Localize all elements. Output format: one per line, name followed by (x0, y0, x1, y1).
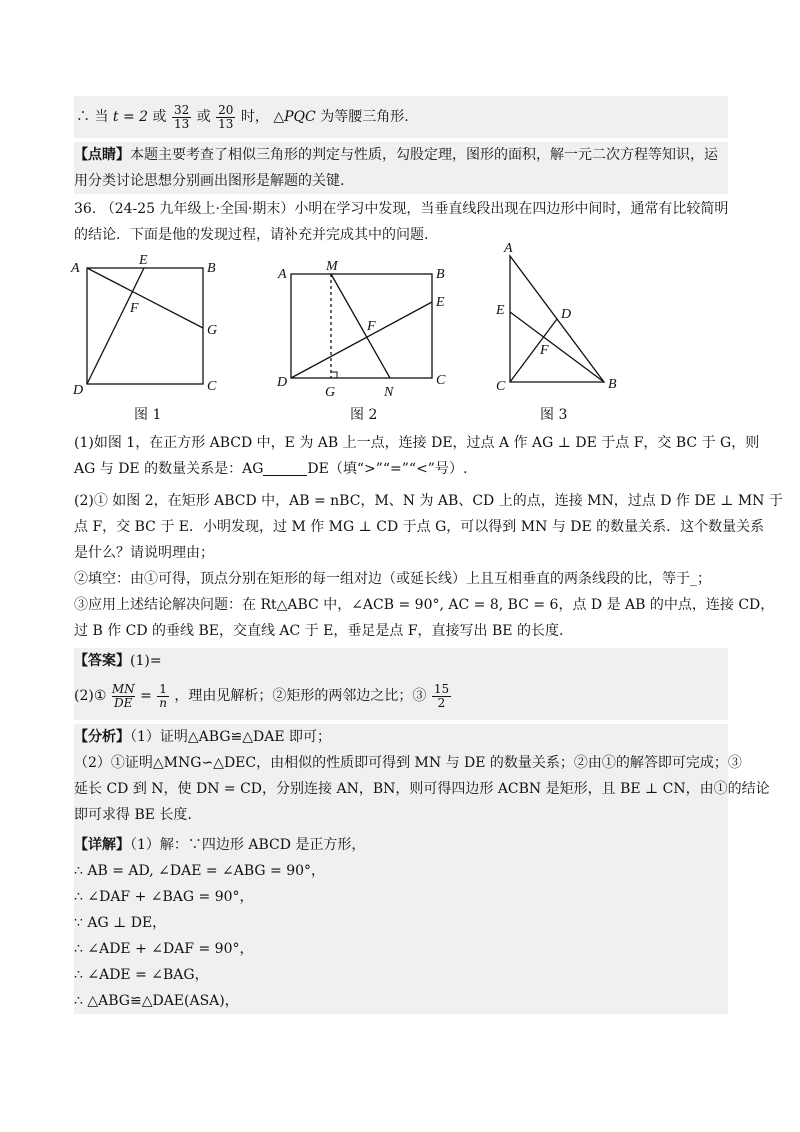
detail-block (74, 832, 728, 1014)
fraction-20-13 (216, 104, 235, 131)
equals-sign: = (140, 688, 152, 704)
conclusion-line (74, 96, 728, 138)
conclusion-text: 为等腰三角形. (320, 109, 409, 125)
answer-block (74, 648, 728, 720)
fraction-numerator: 32 (173, 102, 190, 117)
fig3-label-f: F (540, 343, 549, 358)
therefore-text: ∴ 当 (76, 109, 109, 125)
fig2-label-b: B (436, 267, 445, 282)
part-2-line-6: 过 B 作 CD 的垂线 BE，交直线 AC 于 E，垂足是点 F，直接写出 BE 的长度. (74, 623, 564, 639)
fig3-label-a: A (504, 242, 513, 256)
answer-line-1 (74, 648, 728, 674)
segment-ag (87, 268, 203, 328)
detail-text-4: ∵ AG ⊥ DE， (74, 915, 167, 931)
fraction-numerator: 20 (218, 102, 234, 117)
fig1-label-a: A (71, 261, 80, 276)
detail-text-6: ∴ ∠ADE = ∠BAG， (74, 967, 209, 983)
t-value: t = 2 (112, 109, 149, 125)
part-2-line-3: 是什么？请说明理由； (74, 545, 214, 561)
analysis-label: 【分析】 (74, 729, 130, 745)
segment-de (291, 302, 432, 378)
part-1-line-1: (1)如图 1，在正方形 ABCD 中，E 为 AB 上一点，连接 DE，过点 A 作 AG ⊥ DE 于点 F，交 BC 于 G，则 (74, 435, 760, 451)
part-2 (74, 488, 783, 644)
analysis-text-3: 延长 CD 到 N，使 DN = CD，分别连接 AN，BN，则可得四边形 ACBN 是矩形，且 BE ⊥ CN，由①的结论 (74, 781, 770, 797)
fraction-numerator: 1 (159, 681, 167, 696)
fig1-label-e: E (139, 253, 148, 268)
answer-line-2 (74, 674, 728, 718)
analysis-text-2: （2）①证明△MNG∽△DEC，由相似的性质即可得到 MN 与 DE 的数量关系；②由①的解答即可完成；③ (74, 755, 742, 771)
dianjing-text-1: 本题主要考查了相似三角形的判定与性质，勾股定理，图形的面积，解一元二次方程等知识，运 (130, 147, 718, 163)
or-text: 或 (152, 109, 167, 125)
fraction-denominator: 13 (173, 116, 190, 131)
part-1-line-2-end: DE（填“>”“=”“<”号）. (307, 461, 468, 477)
part-2-line-2: 点 F，交 BC 于 E．小明发现，过 M 作 MG ⊥ CD 于点 G，可以得到 MN 与 DE 的数量关系．这个数量关系 (74, 519, 765, 535)
answer-label: 【答案】 (74, 653, 130, 669)
fraction-1-n (157, 683, 169, 710)
detail-text-7: ∴ △ABG≌△DAE(ASA)， (74, 993, 239, 1009)
part-2-line-1: (2)① 如图 2，在矩形 ABCD 中，AB = nBC，M、N 为 AB、CD 上的点，连接 MN，过点 D 作 DE ⊥ MN 于 (74, 493, 783, 509)
or-text: 或 (196, 109, 211, 125)
right-angle-mark (331, 372, 337, 378)
part-1-line-2 (74, 456, 728, 482)
question-36-line-2: 的结论．下面是他的发现过程，请补充并完成其中的问题. (74, 227, 429, 243)
detail-line-1 (74, 832, 728, 858)
fraction-denominator: 2 (437, 695, 446, 710)
fig3-label-e: E (496, 303, 505, 318)
detail-text-5: ∴ ∠ADE + ∠DAF = 90°， (74, 941, 254, 957)
fig2-label-a: A (278, 267, 287, 282)
fig2-label-f: F (367, 319, 376, 334)
answer-blank[interactable] (263, 461, 307, 476)
fig3-label-b: B (608, 377, 617, 392)
fig2-label-m: M (326, 259, 338, 274)
fig1-label-g: G (207, 323, 218, 338)
caption-figure-1: 图 1 (134, 407, 162, 423)
detail-text-1: （1）解：∵四边形 ABCD 是正方形， (130, 837, 366, 853)
fraction-numerator: MN (111, 681, 135, 696)
triangle-pqc: △PQC (273, 109, 316, 125)
fig1-label-c: C (207, 379, 217, 394)
conclusion-block (74, 96, 728, 138)
when-text: 时， (240, 109, 269, 125)
analysis-block (74, 724, 770, 832)
dianjing-line-1 (74, 142, 728, 168)
fig1-label-f: F (130, 301, 139, 316)
part-1 (74, 430, 760, 482)
fraction-numerator: 15 (433, 681, 450, 696)
fig2-label-n: N (384, 385, 394, 400)
detail-text-2: ∴ AB = AD, ∠DAE = ∠ABG = 90°， (74, 863, 326, 879)
segment-cd (510, 319, 557, 382)
fraction-denominator: n (159, 695, 167, 710)
fig3-label-d: D (561, 307, 572, 322)
fraction-denominator: 13 (218, 116, 234, 131)
segment-be (510, 312, 604, 382)
segment-mn (331, 274, 390, 378)
figure-3 (510, 256, 604, 382)
answer-part-1: (1)= (130, 653, 162, 669)
detail-label: 【详解】 (74, 837, 130, 853)
fraction-32-13 (172, 104, 191, 131)
answer-part-2-prefix: (2)① (74, 688, 107, 704)
part-2-line-4: ②填空：由①可得，顶点分别在矩形的每一组对边（或延长线）上且互相垂直的两条线段的比，等于_； (74, 571, 711, 587)
figures-area (0, 242, 800, 432)
analysis-line-1 (74, 724, 728, 750)
fraction-mn-de (112, 683, 135, 710)
fraction-15-2 (432, 683, 451, 710)
fig2-label-d: D (277, 375, 288, 390)
part-2-line-5: ③应用上述结论解决问题：在 Rt△ABC 中，∠ACB = 90°, AC = 8, BC = 6，点 D 是 AB 的中点，连接 CD， (74, 597, 775, 613)
segment-de (87, 268, 144, 384)
rectangle-abcd (291, 274, 432, 378)
detail-text-3: ∴ ∠DAF + ∠BAG = 90°， (74, 889, 254, 905)
fig2-label-c: C (436, 373, 446, 388)
square-abcd (87, 268, 203, 384)
dianjing-block (74, 142, 728, 194)
fig2-label-g: G (325, 385, 336, 400)
dianjing-text-2: 用分类讨论思想分别画出图形是解题的关键. (74, 173, 345, 189)
analysis-text-1: （1）证明△ABG≌△DAE 即可； (130, 729, 332, 745)
fig1-label-b: B (207, 261, 216, 276)
figures-svg (0, 242, 800, 432)
figure-2 (291, 274, 432, 378)
fig2-label-e: E (436, 295, 445, 310)
question-36-line-1: 36. （24-25 九年级上·全国·期末）小明在学习中发现，当垂直线段出现在四边形中间时，通常有比较简明 (74, 201, 729, 217)
fraction-denominator: DE (114, 695, 133, 710)
fig3-label-c: C (496, 379, 506, 394)
fig1-label-d: D (73, 383, 84, 398)
figure-1 (87, 268, 203, 384)
question-36-intro (74, 196, 728, 248)
analysis-text-4: 即可求得 BE 长度. (74, 807, 192, 823)
part-1-line-2-start: AG 与 DE 的数量关系是：AG (74, 461, 264, 477)
answer-part-2-mid: ，理由见解析；②矩形的两邻边之比；③ (174, 688, 427, 704)
caption-figure-2: 图 2 (350, 407, 378, 423)
dianjing-label: 【点睛】 (74, 147, 130, 163)
caption-figure-3: 图 3 (540, 407, 568, 423)
